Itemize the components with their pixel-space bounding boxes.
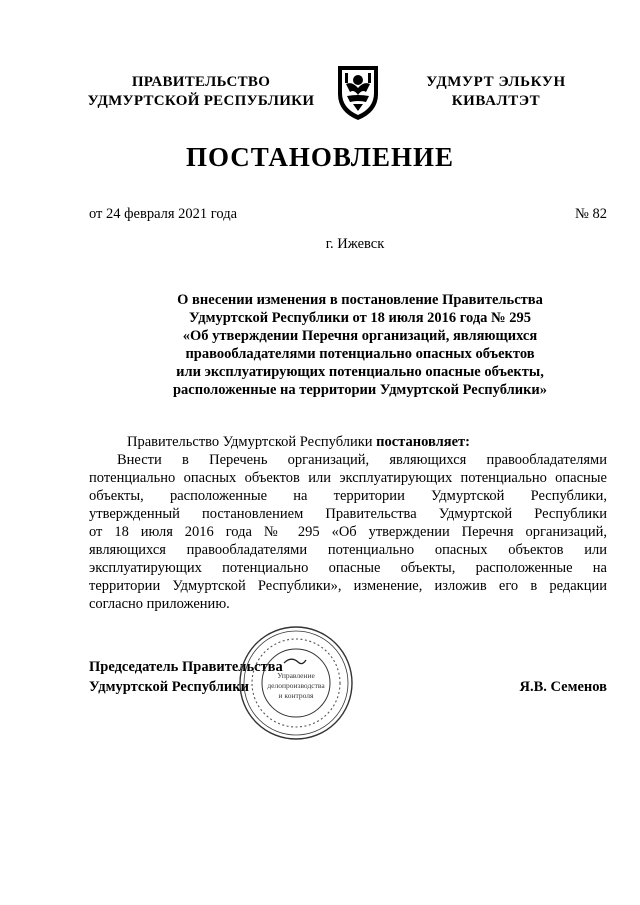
document-city: г. Ижевск: [325, 236, 385, 252]
body-line: утвержденный постановлением Правительства Удмуртской Республики: [89, 506, 607, 522]
document-title: [120, 291, 600, 399]
stamp-inner-line-3: и контроля: [278, 691, 314, 700]
issuer-udmurt-line-1: УДМУРТ ЭЛЬКУН: [426, 74, 566, 90]
title-line: О внесении изменения в постановление Правительства: [177, 292, 543, 308]
body-line: Внести в Перечень организаций, являющихся правообладателями: [117, 452, 607, 468]
signatory-name: Я.В. Семенов: [519, 679, 607, 695]
coat-of-arms-icon: [333, 62, 383, 122]
body-line: территории Удмуртской Республики», изменение, изложив его в редакции: [89, 578, 607, 594]
official-stamp: [236, 623, 356, 743]
stamp-inner-line-2: делопроизводства: [267, 681, 325, 690]
document-type-heading: ПОСТАНОВЛЕНИЕ: [185, 142, 455, 172]
document-number: № 82: [575, 206, 607, 222]
document-date: от 24 февраля 2021 года: [89, 206, 238, 222]
issuer-line-2: УДМУРТСКОЙ РЕСПУБЛИКИ: [87, 93, 315, 109]
signatory-position-line-1: Председатель Правительства: [89, 659, 283, 675]
issuer-name-udmurt: [406, 73, 586, 111]
preamble-text: Правительство Удмуртской Республики: [127, 434, 373, 450]
body-line: от 18 июля 2016 года № 295 «Об утверждении Перечня организаций,: [89, 524, 607, 540]
document-body: [89, 433, 607, 613]
body-line: объекты, расположенные на территории Удмуртской Республики,: [89, 488, 607, 504]
issuer-name-russian: [84, 73, 318, 111]
issuer-udmurt-line-2: КИВАЛТЭТ: [451, 93, 541, 109]
title-line: правообладателями потенциально опасных объектов: [185, 346, 535, 362]
title-line: «Об утверждении Перечня организаций, являющихся: [182, 328, 538, 344]
title-line: или эксплуатирующих потенциально опасные объекты,: [176, 364, 544, 380]
stamp-signature-scribble: [284, 659, 306, 663]
title-line: Удмуртской Республики от 18 июля 2016 года № 295: [189, 310, 531, 326]
issuer-line-1: ПРАВИТЕЛЬСТВО: [131, 74, 271, 90]
body-preamble: [89, 433, 607, 451]
body-line: эксплуатирующих потенциально опасные объекты, расположенные на: [89, 560, 607, 576]
body-line: согласно приложению.: [89, 596, 230, 612]
body-line: потенциально опасных объектов или эксплуатирующих потенциально опасные: [89, 470, 607, 486]
stamp-inner-line-1: Управление: [277, 671, 315, 680]
body-line: являющихся правообладателями потенциально опасных объектов или: [89, 542, 607, 558]
signatory-position-line-2: Удмуртской Республики: [89, 679, 249, 695]
preamble-verb: постановляет:: [376, 434, 470, 450]
title-line: расположенные на территории Удмуртской Республики»: [172, 382, 548, 398]
